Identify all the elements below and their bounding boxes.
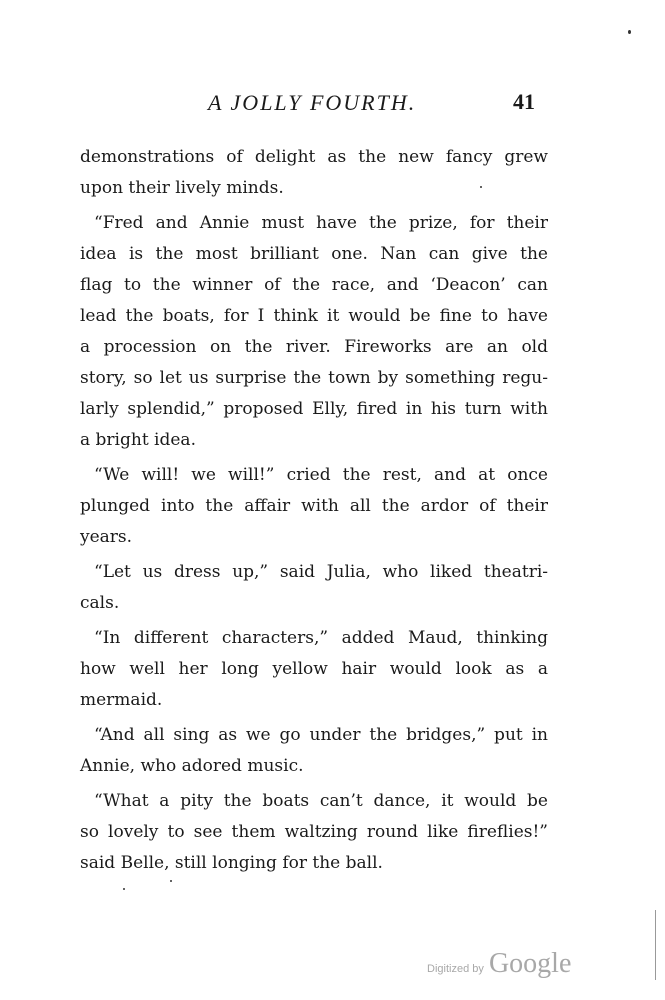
text-line: cals. (80, 593, 120, 613)
ink-speck (628, 30, 631, 34)
text-line: “In different characters,” added Maud, thinking (94, 628, 548, 648)
text-line: mermaid. (80, 690, 163, 710)
ink-speck (170, 880, 172, 882)
text-line: years. (80, 527, 133, 547)
text-line: story, so let us surprise the town by something regu- (80, 368, 548, 388)
running-head: A JOLLY FOURTH. (208, 90, 417, 115)
text-line: “And all sing as we go under the bridges,” put in (94, 725, 548, 745)
page-number: 41 (513, 89, 535, 114)
text-line: “What a pity the boats can’t dance, it would be (94, 791, 548, 811)
text-line: “We will! we will!” cried the rest, and at once (94, 465, 548, 485)
text-line: a bright idea. (80, 430, 196, 450)
text-line: so lovely to see them waltzing round like fireflies!” (80, 822, 548, 842)
body-text (80, 142, 548, 879)
text-line: “Let us dress up,” said Julia, who liked theatri- (94, 562, 548, 582)
google-logo: Google (488, 948, 572, 979)
page-edge-mark (655, 910, 656, 980)
digitized-watermark (427, 948, 571, 980)
text-line: flag to the winner of the race, and ‘Deacon’ can (80, 275, 548, 295)
text-line: “Fred and Annie must have the prize, for their (94, 213, 548, 233)
text-line: said Belle, still longing for the ball. (80, 853, 383, 873)
text-line: Annie, who adored music. (80, 756, 304, 776)
text-line: larly splendid,” proposed Elly, fired in his turn with (80, 399, 548, 419)
watermark-prefix: Digitized by (427, 963, 484, 975)
text-line: plunged into the affair with all the ardor of their (80, 496, 548, 516)
text-line: how well her long yellow hair would look as a (80, 659, 548, 679)
ink-speck (480, 186, 482, 188)
text-line: lead the boats, for I think it would be fine to have (80, 306, 548, 326)
text-line: a procession on the river. Fireworks are an old (80, 337, 548, 357)
text-line: demonstrations of delight as the new fancy grew (80, 147, 548, 167)
text-line: upon their lively minds. (80, 178, 284, 198)
text-line: idea is the most brilliant one. Nan can give the (80, 244, 548, 264)
ink-speck (123, 888, 125, 890)
